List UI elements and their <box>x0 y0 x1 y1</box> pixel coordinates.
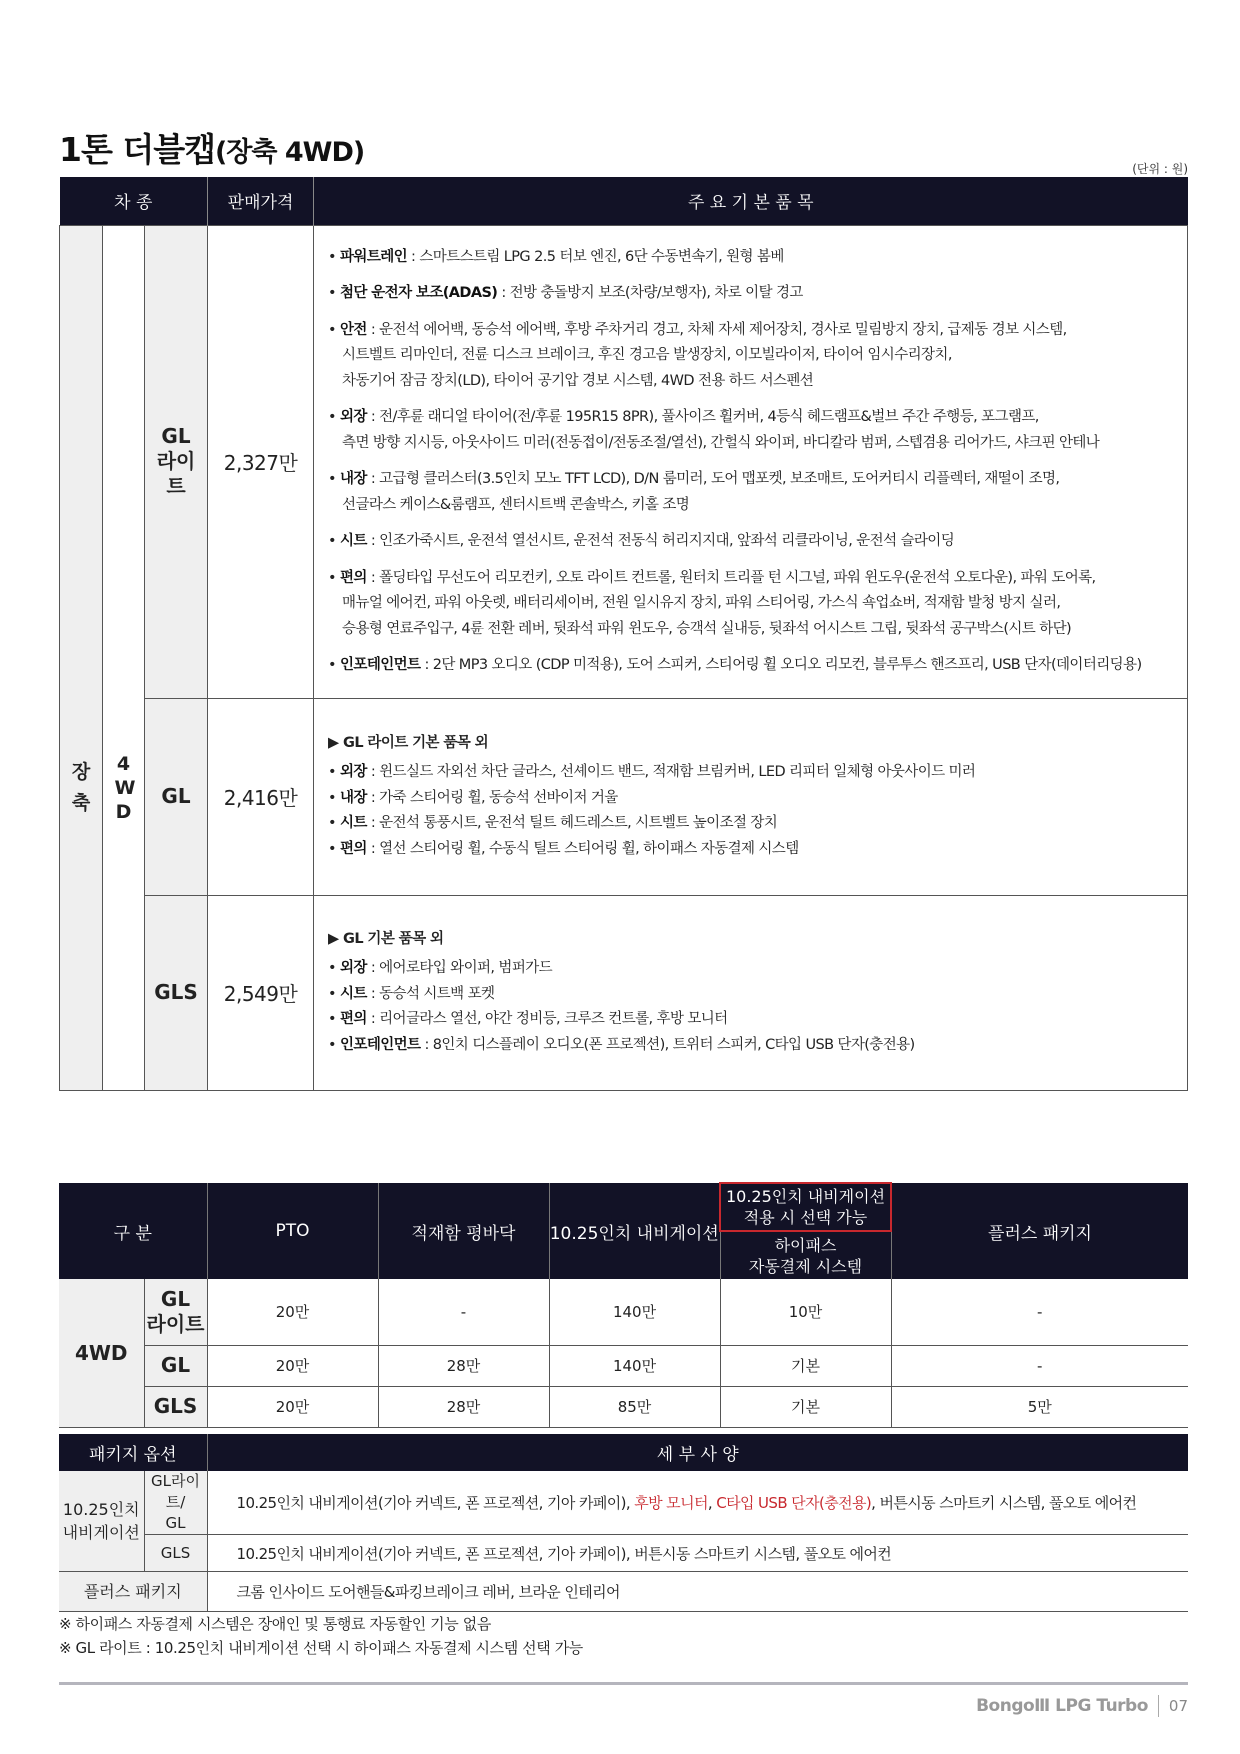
footer-brand: BongoⅢ LPG Turbo <box>976 1696 1148 1716</box>
feature-text: : 동승석 시트백 포켓 <box>366 985 495 1002</box>
navigation-package-line1: 10.25인치 <box>62 1500 140 1519</box>
feature-category: 시트 <box>340 815 367 832</box>
header-navi-only-note <box>720 1183 891 1231</box>
feature-category: 내장 <box>340 789 367 806</box>
trim-cell: GLS <box>144 1386 207 1427</box>
feature-category: 외장 <box>340 764 367 781</box>
feature-line <box>328 343 1175 369</box>
feature-item <box>328 760 1175 786</box>
feature-bullet: • <box>328 569 340 586</box>
feature-base-note: ▶ GL 라이트 기본 품목 외 <box>328 734 489 751</box>
header-package-option: 패키지 옵션 <box>59 1434 207 1471</box>
feature-item <box>328 1007 1175 1033</box>
feature-item <box>328 956 1175 982</box>
footer-divider <box>59 1682 1188 1685</box>
feature-category: 편의 <box>340 1011 367 1028</box>
feature-bullet: • <box>328 533 340 549</box>
features-cell <box>314 225 1188 698</box>
feature-line <box>328 837 1175 863</box>
feature-text: 매뉴얼 에어컨, 파워 아웃렛, 배터리세이버, 전원 일시유지 장치, 파워 스티어링, 가스식 쇽업쇼버, 적재함 발청 방지 실러, <box>342 595 1061 611</box>
feature-text: : 2단 MP3 오디오 (CDP 미적용), 도어 스피커, 스티어링 휠 오디오 리모컨, 블루투스 핸즈프리, USB 단자(데이터리딩용) <box>420 657 1142 673</box>
header-hipass-line2: 자동결제 시스템 <box>748 1256 863 1276</box>
trim-name-line2: GL <box>165 1514 186 1532</box>
feature-bullet: • <box>328 409 340 425</box>
page-title <box>59 124 364 171</box>
feature-bullet: • <box>328 471 340 487</box>
header-plus-package: 플러스 패키지 <box>891 1183 1188 1279</box>
trim-cell <box>144 1471 207 1535</box>
feature-line <box>328 318 1175 344</box>
option-price-table <box>59 1182 1188 1428</box>
package-detail-text: , <box>707 1494 717 1512</box>
feature-text: : 8인치 디스플레이 오디오(폰 프로젝션), 트위터 스피커, C타입 USB 단자(충전용) <box>420 1036 915 1053</box>
pto-price: 20만 <box>207 1279 378 1345</box>
features-cell <box>314 698 1188 895</box>
feature-category: 인포테인먼트 <box>340 657 421 673</box>
feature-bullet: • <box>328 960 340 977</box>
trim-name-line1: GL <box>160 1286 191 1311</box>
table-row <box>59 1535 1188 1572</box>
footnote: ※ GL 라이트 : 10.25인치 내비게이션 선택 시 하이패스 자동결제 시스템 선택 가능 <box>59 1639 583 1657</box>
feature-line <box>328 811 1175 837</box>
drive-cell: 4WD <box>59 1279 144 1427</box>
page-number: 07 <box>1168 1697 1188 1715</box>
feature-item <box>328 653 1175 679</box>
feature-text: : 인조가죽시트, 운전석 열선시트, 운전석 전동식 허리지지대, 앞좌석 리클라이닝, 운전석 슬라이딩 <box>366 533 955 549</box>
hipass-price: 10만 <box>720 1279 891 1345</box>
feature-line <box>328 431 1175 457</box>
navigation-package-label <box>59 1471 144 1572</box>
table-row <box>60 225 1188 698</box>
features-cell <box>314 895 1188 1090</box>
feature-text: : 운전석 에어백, 동승석 에어백, 후방 주차거리 경고, 차체 자세 제어장치, 경사로 밀림방지 장치, 급제동 경보 시스템, <box>366 321 1067 338</box>
page-title-main: 1톤 더블캡 <box>59 130 215 169</box>
feature-text: : 열선 스티어링 휠, 수동식 틸트 스티어링 휠, 하이패스 자동결제 시스템 <box>366 840 799 857</box>
trim-spec-table <box>59 177 1188 1091</box>
package-detail: 크롬 인사이드 도어핸들&파킹브레이크 레버, 브라운 인테리어 <box>207 1572 1188 1612</box>
hipass-price: 기본 <box>720 1345 891 1386</box>
navigation-price: 140만 <box>549 1345 720 1386</box>
hipass-price: 기본 <box>720 1386 891 1427</box>
header-hipass <box>720 1231 891 1279</box>
header-price: 판매가격 <box>208 177 314 225</box>
table-row <box>60 698 1188 895</box>
feature-text: 차동기어 잠금 장치(LD), 타이어 공기압 경보 시스템, 4WD 전용 하드 서스펜션 <box>342 372 814 389</box>
feature-line <box>328 653 1175 679</box>
trim-cell <box>145 225 208 698</box>
feature-base-note: ▶ GL 기본 품목 외 <box>328 930 444 947</box>
feature-category: 인포테인먼트 <box>340 1036 421 1053</box>
header-model: 차 종 <box>60 177 208 225</box>
feature-bullet: • <box>328 1011 340 1028</box>
trim-cell: GLS <box>144 1535 207 1572</box>
feature-text: 시트벨트 리마인더, 전륜 디스크 브레이크, 후진 경고음 발생장치, 이모빌라이저, 타이어 임시수리장치, <box>342 347 952 363</box>
feature-list <box>328 760 1175 862</box>
feature-item <box>328 982 1175 1008</box>
header-pto: PTO <box>207 1183 378 1279</box>
plus-package-price: - <box>891 1279 1188 1345</box>
feature-item <box>328 837 1175 863</box>
feature-list <box>328 245 1175 679</box>
feature-line <box>328 617 1175 643</box>
navigation-price: 140만 <box>549 1279 720 1345</box>
header-navi-only-line1: 10.25인치 내비게이션 <box>725 1187 886 1206</box>
feature-text: : 폴딩타입 무선도어 리모컨키, 오토 라이트 컨트롤, 원터치 트리플 턴 시그널, 파워 윈도우(운전석 오토다운), 파워 도어록, <box>366 569 1096 586</box>
feature-text: 측면 방향 지시등, 아웃사이드 미러(전동접이/전동조절/열선), 간헐식 와이퍼, 바디칼라 범퍼, 스텝겸용 리어가드, 샤크핀 안테나 <box>342 434 1100 451</box>
trim-cell: GLS <box>145 895 208 1090</box>
feature-bullet: • <box>328 285 340 301</box>
feature-item <box>328 1033 1175 1059</box>
flatbed-price: 28만 <box>378 1345 549 1386</box>
feature-line <box>328 956 1175 982</box>
trim-name: GL 라이트 <box>156 424 196 498</box>
feature-bullet: • <box>328 1036 340 1053</box>
feature-bullet: • <box>328 764 340 781</box>
feature-text: : 전방 충돌방지 보조(차량/보행자), 차로 이탈 경고 <box>497 285 803 301</box>
table-row <box>59 1279 1188 1345</box>
price-cell: 2,327만 <box>208 225 314 698</box>
header-navigation: 10.25인치 내비게이션 <box>549 1183 720 1279</box>
feature-line <box>328 1007 1175 1033</box>
header-detail-spec: 세 부 사 양 <box>207 1434 1188 1471</box>
feature-text: : 전/후륜 래디얼 타이어(전/후륜 195R15 8PR), 풀사이즈 휠커버, 4등식 헤드램프&벌브 주간 주행등, 포그램프, <box>366 409 1039 425</box>
feature-line <box>328 591 1175 617</box>
feature-text: : 리어글라스 열선, 야간 정비등, 크루즈 컨트롤, 후방 모니터 <box>366 1011 728 1028</box>
feature-bullet: • <box>328 815 340 832</box>
feature-bullet: • <box>328 840 340 857</box>
feature-text: : 가죽 스티어링 휠, 동승석 선바이저 거울 <box>366 789 618 806</box>
flatbed-price: 28만 <box>378 1386 549 1427</box>
feature-category: 편의 <box>340 569 367 586</box>
feature-item <box>328 811 1175 837</box>
package-detail-text: 10.25인치 내비게이션(기아 커넥트, 폰 프로젝션, 기아 카페이), <box>236 1494 635 1512</box>
footer-separator <box>1158 1695 1159 1717</box>
plus-package-price: 5만 <box>891 1386 1188 1427</box>
table-row <box>59 1386 1188 1427</box>
price-cell: 2,416만 <box>208 698 314 895</box>
package-detail-highlight: C타입 USB 단자(충전용) <box>716 1494 872 1512</box>
feature-item <box>328 786 1175 812</box>
package-header-row <box>59 1434 1188 1471</box>
footnote: ※ 하이패스 자동결제 시스템은 장애인 및 통행료 자동할인 기능 없음 <box>59 1615 491 1633</box>
flatbed-price: - <box>378 1279 549 1345</box>
feature-category: 시트 <box>340 533 367 549</box>
feature-bullet: • <box>328 789 340 806</box>
header-hipass-line1: 하이패스 <box>774 1235 837 1255</box>
feature-item <box>328 245 1175 271</box>
feature-text: : 고급형 클러스터(3.5인치 모노 TFT LCD), D/N 룸미러, 도어 맵포켓, 보조매트, 도어커티시 리플렉터, 재떨이 조명, <box>366 471 1060 487</box>
feature-bullet: • <box>328 985 340 1002</box>
header-flatbed: 적재함 평바닥 <box>378 1183 549 1279</box>
feature-line <box>328 281 1175 307</box>
feature-line <box>328 982 1175 1008</box>
trim-cell: GL <box>144 1345 207 1386</box>
page-footer <box>976 1695 1188 1717</box>
trim-spec-header-row <box>60 177 1188 225</box>
feature-category: 내장 <box>340 471 367 487</box>
trim-name-line2: 라이트 <box>146 1311 205 1336</box>
feature-item <box>328 566 1175 643</box>
feature-line <box>328 1033 1175 1059</box>
body-type-label: 장 축 <box>71 760 91 814</box>
feature-line <box>328 493 1175 519</box>
option-header-row <box>59 1183 1188 1231</box>
table-row <box>59 1345 1188 1386</box>
feature-line <box>328 529 1175 555</box>
header-gubun: 구 분 <box>59 1183 207 1279</box>
feature-text: 선글라스 케이스&룸램프, 센터시트백 콘솔박스, 키홀 조명 <box>342 496 690 513</box>
feature-category: 외장 <box>340 409 367 425</box>
page-title-sub: (장축 4WD) <box>214 137 365 168</box>
trim-name-line1: GL라이트/ <box>151 1472 200 1511</box>
feature-category: 안전 <box>340 321 367 338</box>
feature-category: 외장 <box>340 960 367 977</box>
package-detail: 10.25인치 내비게이션(기아 커넥트, 폰 프로젝션, 기아 카페이), 버튼시동 스마트키 시스템, 풀오토 에어컨 <box>207 1535 1188 1572</box>
feature-line <box>328 467 1175 493</box>
feature-bullet: • <box>328 657 340 673</box>
unit-note: (단위 : 원) <box>1132 162 1188 176</box>
package-detail-highlight: 후방 모니터 <box>634 1494 708 1512</box>
feature-line <box>328 566 1175 592</box>
table-row <box>59 1572 1188 1612</box>
feature-item <box>328 281 1175 307</box>
feature-item <box>328 467 1175 518</box>
plus-package-label: 플러스 패키지 <box>59 1572 207 1612</box>
feature-text: : 스마트스트림 LPG 2.5 터보 엔진, 6단 수동변속기, 원형 봄베 <box>407 248 784 265</box>
body-type-cell <box>60 225 103 1090</box>
feature-text: : 운전석 통풍시트, 운전석 틸트 헤드레스트, 시트벨트 높이조절 장치 <box>366 815 778 832</box>
feature-line <box>328 786 1175 812</box>
plus-package-price: - <box>891 1345 1188 1386</box>
feature-line <box>328 760 1175 786</box>
trim-cell <box>144 1279 207 1345</box>
navigation-price: 85만 <box>549 1386 720 1427</box>
feature-item <box>328 529 1175 555</box>
price-cell: 2,549만 <box>208 895 314 1090</box>
feature-category: 시트 <box>340 985 367 1002</box>
feature-list <box>328 956 1175 1058</box>
feature-text: : 에어로타입 와이퍼, 범퍼가드 <box>366 960 553 977</box>
feature-line <box>328 369 1175 395</box>
feature-bullet: • <box>328 321 340 338</box>
feature-line <box>328 405 1175 431</box>
package-detail-text: , 버튼시동 스마트키 시스템, 풀오토 에어컨 <box>871 1494 1137 1512</box>
package-detail <box>207 1471 1188 1535</box>
header-features: 주 요 기 본 품 목 <box>314 177 1188 225</box>
navigation-package-line2: 내비게이션 <box>62 1523 140 1542</box>
pto-price: 20만 <box>207 1386 378 1427</box>
trim-cell: GL <box>145 698 208 895</box>
feature-text: : 윈드실드 자외선 차단 글라스, 선셰이드 밴드, 적재함 브림커버, LED 리피터 일체형 아웃사이드 미러 <box>366 764 976 781</box>
feature-category: 편의 <box>340 840 367 857</box>
feature-item <box>328 405 1175 456</box>
feature-category: 파워트레인 <box>340 248 408 265</box>
feature-item <box>328 318 1175 395</box>
table-row <box>59 1471 1188 1535</box>
header-navi-only-line2: 적용 시 선택 가능 <box>743 1208 868 1227</box>
feature-bullet: • <box>328 248 340 265</box>
feature-line <box>328 245 1175 271</box>
pto-price: 20만 <box>207 1345 378 1386</box>
table-row <box>60 895 1188 1090</box>
package-option-table <box>59 1434 1188 1612</box>
feature-text: 승용형 연료주입구, 4륜 전환 레버, 뒷좌석 파워 윈도우, 승객석 실내등, 뒷좌석 어시스트 그립, 뒷좌석 공구박스(시트 하단) <box>342 620 1072 637</box>
drive-cell <box>103 225 145 1090</box>
feature-category: 첨단 운전자 보조(ADAS) <box>340 285 498 301</box>
drive-label: 4 W D <box>114 752 136 823</box>
